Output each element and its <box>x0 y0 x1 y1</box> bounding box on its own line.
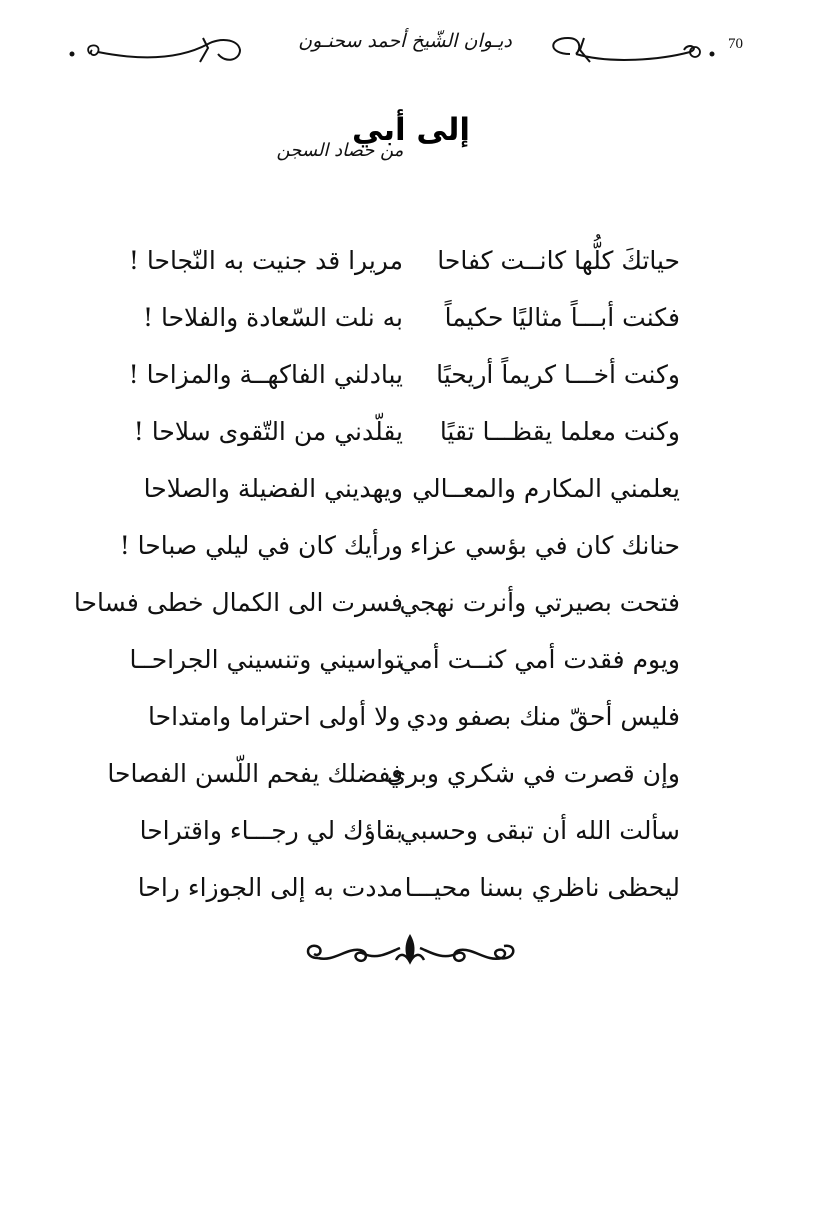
verse-first-hemistich: سألت الله أن تبقى وحسبي <box>399 815 680 845</box>
verse-line <box>120 802 710 859</box>
verse-line <box>120 289 710 346</box>
poem-title: إلى أبي <box>351 112 471 148</box>
verse-first-hemistich: وإن قصرت في شكري وبري <box>386 758 680 788</box>
verse-first-hemistich: حنانك كان في بؤسي عزاء <box>409 530 680 560</box>
decorative-vignette-icon <box>300 930 520 976</box>
verse-second-hemistich: مددت به إلى الجوزاء راحا <box>137 872 403 902</box>
verse-first-hemistich: فكنت أبـــاً مثاليًا حكيماً <box>444 302 680 332</box>
verse-line <box>107 745 710 802</box>
page-header <box>0 22 822 72</box>
verse-line <box>120 232 710 289</box>
verse-second-hemistich: ورأيك كان في ليلي صباحا ! <box>119 530 403 560</box>
verse-line <box>120 346 710 403</box>
verse-second-hemistich: تواسيني وتنسيني الجراحــا <box>129 644 403 674</box>
verse-second-hemistich: به نلت السّعادة والفلاحا ! <box>142 302 403 332</box>
verse-first-hemistich: يعلمني المكارم والمعــالي <box>412 473 680 503</box>
scroll-flourish-icon <box>540 30 720 66</box>
verse-second-hemistich: فسرت الى الكمال خطى فساحا <box>73 587 403 617</box>
verse-line <box>120 688 710 745</box>
verse-second-hemistich: ففضلك يفحم اللّسن الفصاحا <box>107 758 403 788</box>
verse-line <box>120 517 710 574</box>
verse-second-hemistich: ويهديني الفضيلة والصلاحا <box>143 473 403 503</box>
poem-subtitle: من حصاد السجن <box>276 140 404 161</box>
verse-second-hemistich: بقاؤك لي رجـــاء واقتراحا <box>139 815 403 845</box>
verse-first-hemistich: ليحظى ناظري بسنا محيـــا <box>404 872 680 902</box>
scroll-flourish-icon <box>68 30 248 66</box>
verse-line <box>120 403 710 460</box>
verse-second-hemistich: ولا أولى احتراما وامتداحا <box>148 701 401 731</box>
verse-first-hemistich: فتحت بصيرتي وأنرت نهجي <box>399 587 680 617</box>
verse-second-hemistich: يبادلني الفاكهــة والمزاحا ! <box>128 359 403 389</box>
verse-line <box>120 859 710 916</box>
verse-first-hemistich: وكنت أخـــا كريماً أريحيًا <box>436 359 680 389</box>
verse-first-hemistich: ويوم فقدت أمي كنــت أمي <box>398 644 680 674</box>
verse-line <box>120 460 710 517</box>
verse-first-hemistich: وكنت معلما يقظـــا تقيًا <box>439 416 680 446</box>
running-title: ديـوان الشّيخ أحمد سحنـون <box>298 30 512 52</box>
verse-line <box>120 631 710 688</box>
poem-body <box>73 232 710 916</box>
page-number: 70 <box>728 36 743 52</box>
verse-second-hemistich: يقلّدني من التّقوى سلاحا ! <box>133 416 403 446</box>
verse-first-hemistich: فليس أحقّ منك بصفو ودي <box>406 701 680 731</box>
verse-line <box>73 574 710 631</box>
verse-second-hemistich: مريرا قد جنيت به النّجاحا ! <box>128 245 403 275</box>
verse-first-hemistich: حياتكَ كلُّها كانــت كفاحا <box>437 245 680 275</box>
